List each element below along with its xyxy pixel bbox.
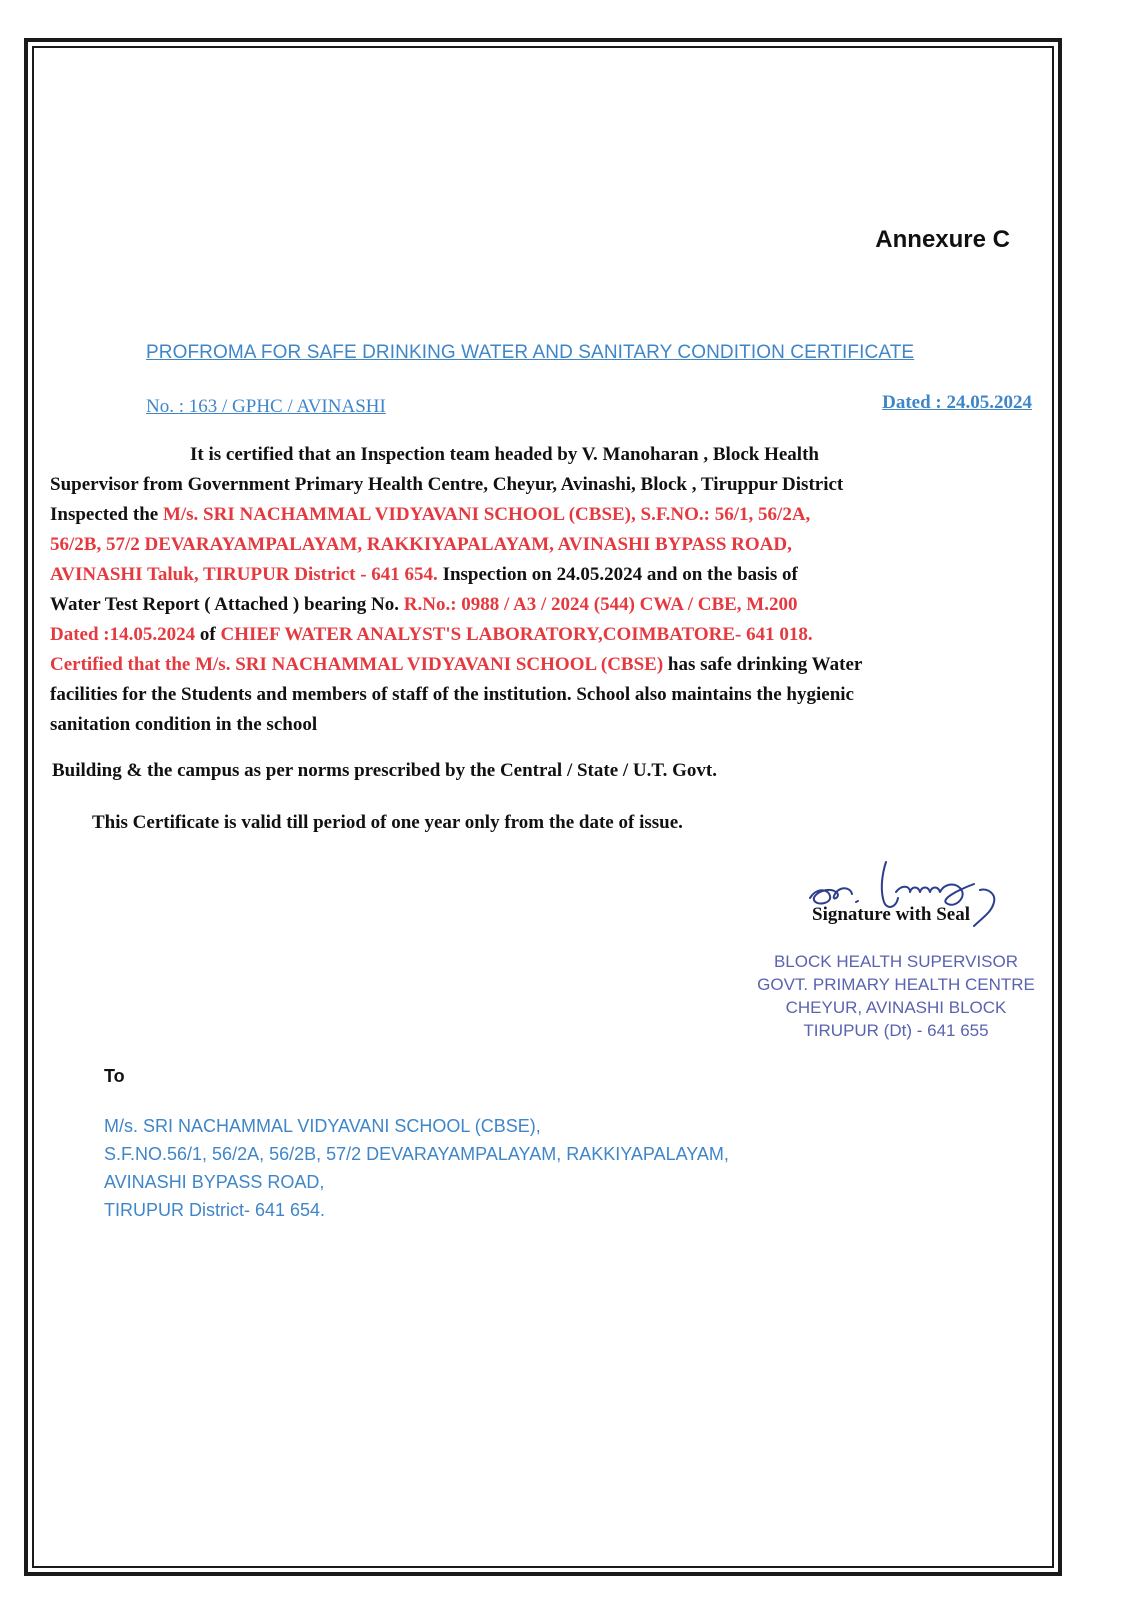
body-line: [50, 620, 1034, 650]
annexure-label: Annexure C: [875, 226, 1010, 253]
highlighted-text: CHIEF WATER ANALYST'S LABORATORY,COIMBATORE- 641 018.: [220, 624, 813, 645]
body-text: Inspected the: [50, 504, 163, 525]
seal-line: BLOCK HEALTH SUPERVISOR: [773, 952, 1019, 971]
validity-statement: This Certificate is valid till period of one year only from the date of issue.: [92, 812, 683, 833]
body-line: [50, 590, 1034, 620]
body-line: [50, 560, 1034, 590]
certificate-title: PROFROMA FOR SAFE DRINKING WATER AND SANITARY CONDITION CERTIFICATE: [146, 342, 915, 363]
body-text: Inspection on 24.05.2024 and on the basis of: [437, 564, 798, 585]
body-line: [50, 650, 1034, 680]
certificate-body: [50, 440, 1034, 740]
body-line: [50, 470, 1034, 500]
reference-number: No. : 163 / GPHC / AVINASHI: [146, 396, 386, 417]
body-text: has safe drinking Water: [663, 654, 863, 675]
body-line: [50, 530, 1034, 560]
address-line: S.F.NO.56/1, 56/2A, 56/2B, 57/2 DEVARAYAMPALAYAM, RAKKIYAPALAYAM,: [104, 1144, 729, 1164]
body-line: [50, 710, 1034, 740]
highlighted-text: Certified that the M/s. SRI NACHAMMAL VIDYAVANI SCHOOL (CBSE): [50, 654, 664, 675]
page-border-inner: [32, 46, 1054, 1568]
body-text: of: [195, 624, 221, 645]
body-text: Water Test Report ( Attached ) bearing No.: [50, 594, 404, 615]
norms-statement: Building & the campus as per norms prescribed by the Central / State / U.T. Govt.: [52, 760, 718, 781]
official-seal-stamp: [736, 950, 1056, 1042]
highlighted-text: Dated :14.05.2024: [50, 624, 196, 645]
address-line: AVINASHI BYPASS ROAD,: [104, 1172, 325, 1192]
recipient-address: [104, 1112, 729, 1224]
body-line: [50, 500, 1034, 530]
body-line: [50, 440, 1034, 470]
body-text: Supervisor from Government Primary Health Centre, Cheyur, Avinashi, Block , Tiruppur District: [50, 474, 844, 495]
body-text: It is certified that an Inspection team headed by V. Manoharan , Block Health: [190, 444, 819, 465]
body-line: [50, 680, 1034, 710]
body-text: sanitation condition in the school: [50, 714, 318, 735]
body-text: facilities for the Students and members of staff of the institution. School also maintains the hygienic: [50, 684, 854, 705]
seal-line: TIRUPUR (Dt) - 641 655: [803, 1021, 989, 1040]
highlighted-text: 56/2B, 57/2 DEVARAYAMPALAYAM, RAKKIYAPALAYAM, AVINASHI BYPASS ROAD,: [50, 534, 792, 555]
highlighted-text: AVINASHI Taluk, TIRUPUR District - 641 654.: [50, 564, 438, 585]
highlighted-text: M/s. SRI NACHAMMAL VIDYAVANI SCHOOL (CBSE), S.F.NO.: 56/1, 56/2A,: [162, 504, 811, 525]
seal-line: CHEYUR, AVINASHI BLOCK: [785, 998, 1007, 1017]
seal-line: GOVT. PRIMARY HEALTH CENTRE: [757, 975, 1035, 994]
highlighted-text: R.No.: 0988 / A3 / 2024 (544) CWA / CBE, M.200: [403, 594, 798, 615]
recipient-heading: To: [104, 1066, 125, 1086]
address-line: M/s. SRI NACHAMMAL VIDYAVANI SCHOOL (CBSE),: [104, 1116, 541, 1136]
issue-date: Dated : 24.05.2024: [882, 392, 1032, 413]
signature-label: Signature with Seal: [812, 904, 971, 925]
address-line: TIRUPUR District- 641 654.: [104, 1200, 326, 1220]
